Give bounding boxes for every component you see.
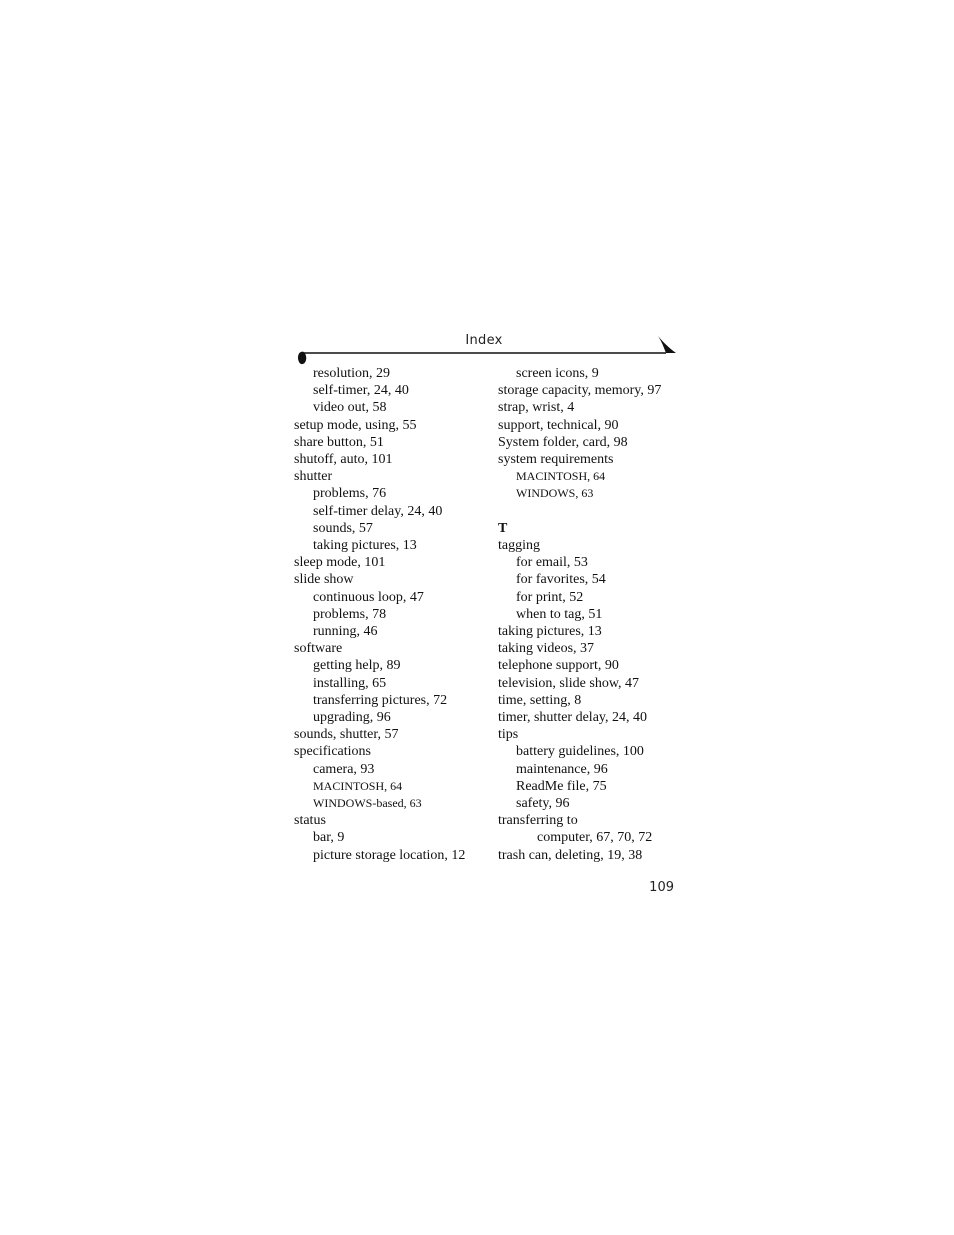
index-section-letter: T [498,520,508,536]
index-subentry: battery guidelines, 100 [516,744,644,760]
index-subentry: self-timer delay, 24, 40 [313,503,443,519]
page-number: 109 [649,880,674,895]
index-entry: support, technical, 90 [498,417,619,433]
index-subentry: getting help, 89 [313,658,401,674]
index-subentry: for email, 53 [516,555,588,571]
index-subentry: sounds, 57 [313,520,373,536]
index-subentry: transferring pictures, 72 [313,692,448,708]
index-subentry: continuous loop, 47 [313,589,424,605]
index-right-column [498,365,688,864]
index-entry: setup mode, using, 55 [294,417,417,433]
index-entry: software [294,641,343,657]
index-left-column [294,365,489,864]
index-subentry: bar, 9 [313,830,345,846]
index-subentry: ReadMe file, 75 [516,778,607,794]
index-entry: strap, wrist, 4 [498,400,575,416]
index-subentry: safety, 96 [516,796,570,812]
index-subentry: WINDOWS, 63 [516,486,594,501]
index-subentry: when to tag, 51 [516,606,603,622]
index-subentry: taking pictures, 13 [313,538,417,554]
index-entry: television, slide show, 47 [498,675,640,691]
index-entry: shutter [294,469,333,485]
index-subentry: screen icons, 9 [516,366,599,381]
index-subentry: MACINTOSH, 64 [516,469,606,484]
index-entry: slide show [294,572,354,588]
index-entry: share button, 51 [294,434,384,450]
running-header-title: Index [465,333,503,348]
index-subentry: resolution, 29 [313,366,390,381]
index-subentry: problems, 76 [313,486,387,502]
index-subentry: upgrading, 96 [313,710,391,726]
index-entry: timer, shutter delay, 24, 40 [498,710,647,726]
index-entry: shutoff, auto, 101 [294,452,393,468]
index-entry: status [294,813,326,829]
index-entry: trash can, deleting, 19, 38 [498,847,643,863]
index-subentry: video out, 58 [313,400,387,416]
index-subentry: MACINTOSH, 64 [313,778,403,793]
index-entry: tagging [498,538,540,554]
index-entry: sounds, shutter, 57 [294,727,399,743]
index-subentry: for favorites, 54 [516,572,606,588]
index-entry: tips [498,727,519,743]
index-entry: sleep mode, 101 [294,555,386,571]
index-subentry: running, 46 [313,624,378,640]
index-subentry: maintenance, 96 [516,761,608,777]
index-subentry: for print, 52 [516,589,584,605]
index-subentry: computer, 67, 70, 72 [537,830,653,846]
index-entry: time, setting, 8 [498,692,582,708]
header-rule-decoration [296,334,680,368]
index-entry: specifications [294,744,371,760]
index-subentry: self-timer, 24, 40 [313,383,409,399]
index-entry: taking pictures, 13 [498,624,602,640]
index-subentry: camera, 93 [313,761,375,777]
index-entry: taking videos, 37 [498,641,595,657]
index-entry: system requirements [498,452,614,468]
index-entry: transferring to [498,813,578,829]
index-entry: storage capacity, memory, 97 [498,383,662,399]
index-entry: System folder, card, 98 [498,434,628,450]
index-subentry: picture storage location, 12 [313,847,466,863]
index-subentry: WINDOWS-based, 63 [313,796,422,811]
index-subentry: problems, 78 [313,606,387,622]
index-subentry: installing, 65 [313,675,387,691]
index-entry: telephone support, 90 [498,658,619,674]
rule-end-arrow [658,336,676,353]
